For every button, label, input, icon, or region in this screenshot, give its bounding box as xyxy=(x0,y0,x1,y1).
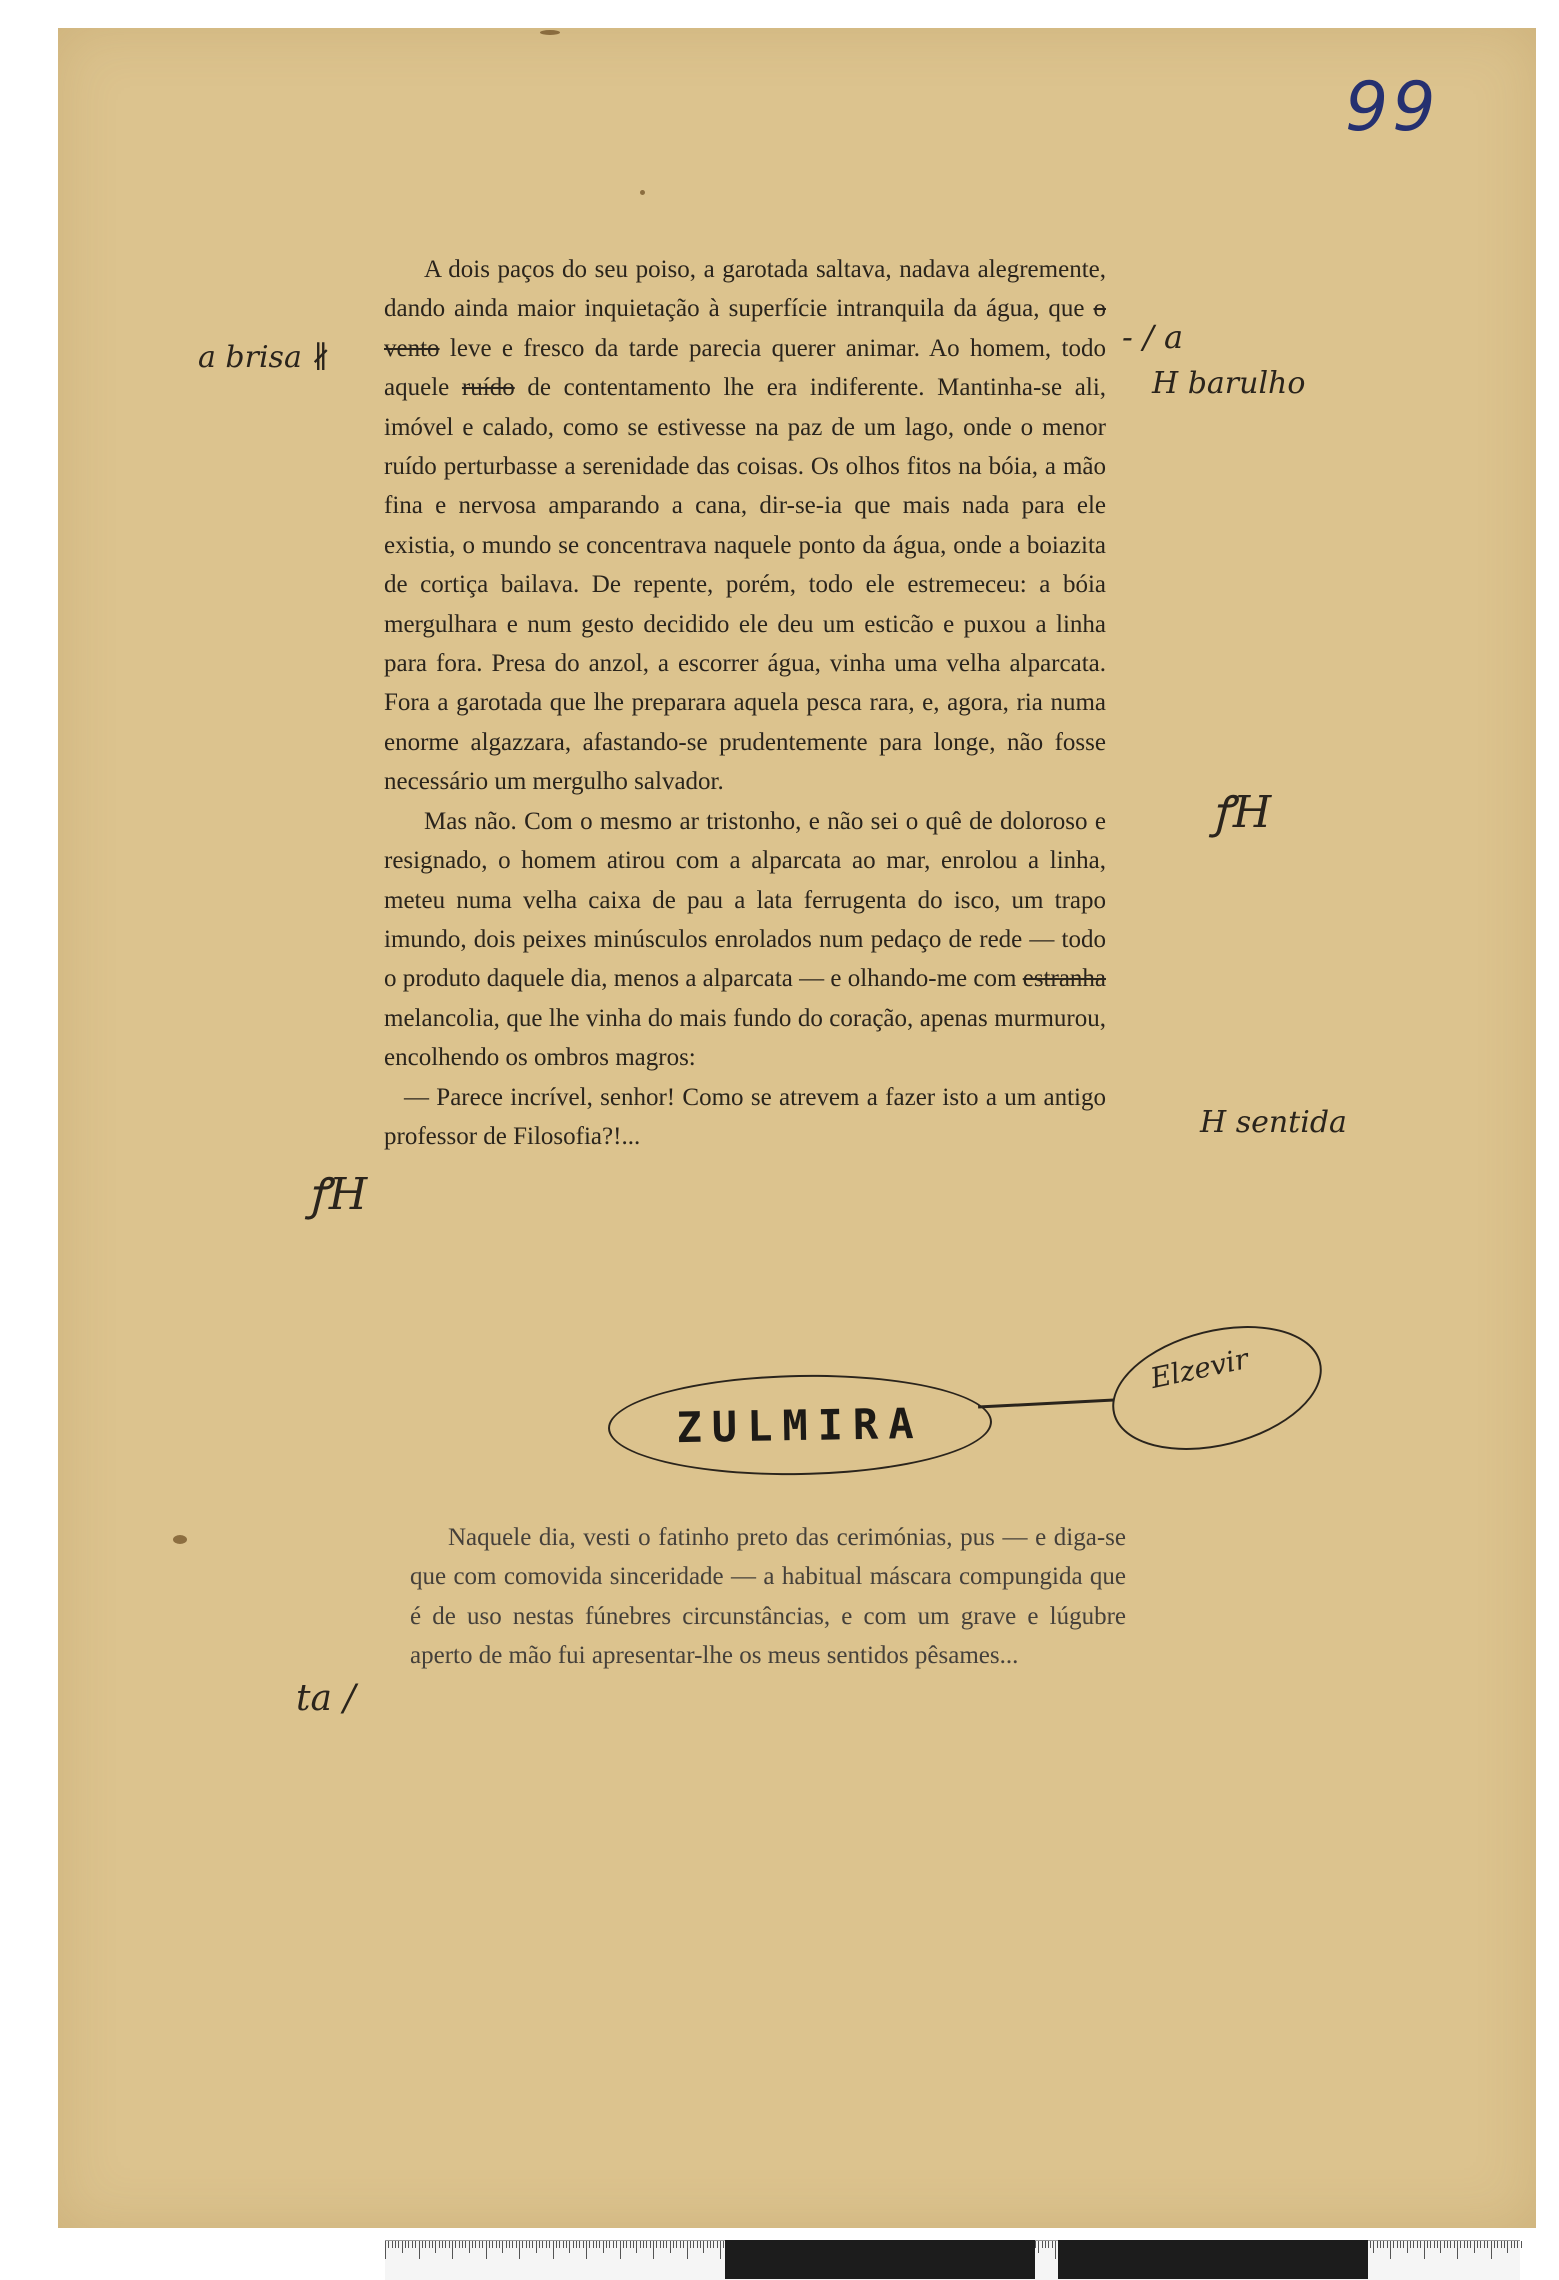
ruler-tick xyxy=(1521,2241,1522,2248)
ruler-tick xyxy=(1457,2241,1458,2259)
ruler-tick xyxy=(419,2241,420,2259)
ruler-tick xyxy=(395,2241,396,2248)
ruler-tick xyxy=(579,2241,580,2248)
ruler-tick xyxy=(566,2241,567,2248)
ruler-tick xyxy=(546,2241,547,2248)
story-text-2 xyxy=(410,1518,1126,1676)
ruler-tick xyxy=(522,2241,523,2248)
ruler-tick xyxy=(506,2241,507,2248)
ruler-tick xyxy=(1487,2241,1488,2248)
ruler-tick xyxy=(1427,2241,1428,2248)
ruler-tick xyxy=(660,2241,661,2248)
ruler-tick xyxy=(697,2241,698,2248)
ruler-tick xyxy=(429,2241,430,2248)
ruler-tick xyxy=(643,2241,644,2248)
ruler-tick xyxy=(1434,2241,1435,2248)
ruler-tick xyxy=(707,2241,708,2248)
ruler-tick xyxy=(717,2241,718,2248)
ruler-tick xyxy=(512,2241,513,2248)
ruler-tick xyxy=(606,2241,607,2248)
ruler-tick xyxy=(586,2241,587,2259)
margin-note: a brisa ∦ xyxy=(198,340,331,375)
ruler-tick xyxy=(422,2241,423,2248)
text-segment: de contentamento lhe era indiferente. Mantinha-se ali, imóvel e calado, como se estivesse na paz de um lago, onde o menor ruído perturbasse a serenidade das coisas. Os olhos fitos na bóia, a mão fina e nervosa amparando a cana, dir-se-ia que mais nada para ele existia, o mundo se concentrava naquele ponto da água, onde a boiazita de cortiça bailava. De repente, porém, todo ele estremeceu: a bóia mergulhara e num gesto decidido ele deu um esticão e puxou a linha para fora. Presa do anzol, a escorrer água, vinha uma velha alparcata. Fora a garotada que lhe preparara aquela pesca rara, e, agora, ria numa enorme algazzara, afastando-se prudentemente para longe, não fosse necessário um mergulho salvador. xyxy=(384,374,1107,796)
ruler-tick xyxy=(1052,2241,1053,2248)
ruler-tick xyxy=(435,2241,436,2253)
ruler-tick xyxy=(636,2241,637,2253)
ruler-tick xyxy=(445,2241,446,2248)
paper-speck xyxy=(173,1535,187,1544)
ruler-tick xyxy=(690,2241,691,2248)
ruler-tick xyxy=(650,2241,651,2248)
ruler-tick xyxy=(465,2241,466,2248)
ruler-tick xyxy=(502,2241,503,2253)
ruler-tick xyxy=(549,2241,550,2248)
ruler-tick xyxy=(626,2241,627,2248)
ruler-tick xyxy=(1420,2241,1421,2248)
story-text xyxy=(384,250,1106,1156)
paper-speck xyxy=(640,190,645,195)
ruler-tick xyxy=(687,2241,688,2259)
ruler-tick xyxy=(432,2241,433,2248)
ruler-tick xyxy=(516,2241,517,2248)
ruler-tick xyxy=(539,2241,540,2248)
ruler-tick xyxy=(385,2241,386,2259)
ruler-tick xyxy=(1397,2241,1398,2248)
ruler-tick xyxy=(1491,2241,1492,2259)
ruler-tick xyxy=(408,2241,409,2248)
margin-note: - / a xyxy=(1122,318,1184,356)
ruler-tick xyxy=(1042,2241,1043,2248)
ruler-tick xyxy=(1504,2241,1505,2248)
ruler-tick xyxy=(455,2241,456,2248)
ruler-tick xyxy=(693,2241,694,2248)
margin-note: ꝭH xyxy=(1212,787,1272,838)
ruler-tick xyxy=(1467,2241,1468,2248)
ruler-tick xyxy=(1370,2241,1371,2248)
ruler-tick xyxy=(599,2241,600,2248)
margin-note: H sentida xyxy=(1200,1105,1347,1140)
font-annotation: Elzevir xyxy=(1147,1342,1252,1395)
ruler-tick xyxy=(1407,2241,1408,2253)
ruler-tick xyxy=(700,2241,701,2248)
ruler-tick xyxy=(710,2241,711,2248)
ruler-tick xyxy=(449,2241,450,2248)
ruler-tick xyxy=(1440,2241,1441,2253)
text-segment: A dois paços do seu poiso, a garotada saltava, nadava alegremente, dando ainda maior inquietação à superfície intranquila da água, que xyxy=(384,256,1106,323)
ruler-tick xyxy=(1410,2241,1411,2248)
ruler-tick xyxy=(666,2241,667,2248)
ruler-tick xyxy=(1383,2241,1384,2248)
ruler-tick xyxy=(1464,2241,1465,2248)
ruler-tick xyxy=(559,2241,560,2248)
ruler-tick xyxy=(1045,2241,1046,2248)
ruler-tick xyxy=(509,2241,510,2248)
ruler-tick xyxy=(1501,2241,1502,2248)
ruler-tick xyxy=(442,2241,443,2248)
ruler-tick xyxy=(1393,2241,1394,2248)
ruler-tick xyxy=(1447,2241,1448,2248)
ruler-tick xyxy=(703,2241,704,2253)
ruler-tick xyxy=(1484,2241,1485,2248)
ruler-tick xyxy=(583,2241,584,2248)
ruler-tick xyxy=(623,2241,624,2248)
ruler-tick xyxy=(462,2241,463,2248)
ruler-tick xyxy=(452,2241,453,2259)
ruler-tick xyxy=(1390,2241,1391,2259)
text-segment: leve e fresco da tarde parecia querer animar. Ao homem, todo aquele xyxy=(384,334,1106,402)
text-segment: melancolia, que lhe vinha do mais fundo do coração, apenas murmurou, encolhendo os ombros magros: xyxy=(384,1004,1106,1072)
margin-note: H barulho xyxy=(1152,366,1306,401)
ruler-tick xyxy=(412,2241,413,2248)
ruler-tick xyxy=(1497,2241,1498,2248)
ruler-tick xyxy=(439,2241,440,2248)
ruler-tick xyxy=(492,2241,493,2248)
ruler-tick xyxy=(603,2241,604,2253)
ruler-tick xyxy=(1377,2241,1378,2248)
ruler-tick xyxy=(486,2241,487,2259)
ruler-tick xyxy=(1373,2241,1374,2253)
ruler-tick xyxy=(536,2241,537,2253)
paragraph xyxy=(384,802,1106,1078)
ruler-tick xyxy=(593,2241,594,2248)
ruler-tick xyxy=(569,2241,570,2253)
ruler-tick xyxy=(425,2241,426,2248)
paragraph xyxy=(384,250,1106,802)
margin-note: ta / xyxy=(296,1678,356,1719)
ruler-tick xyxy=(563,2241,564,2248)
story-title: ZULMIRA xyxy=(676,1398,924,1452)
ruler-tick xyxy=(1417,2241,1418,2248)
ruler-tick xyxy=(1511,2241,1512,2248)
ruler-tick xyxy=(1450,2241,1451,2248)
ruler-tick xyxy=(1444,2241,1445,2248)
ruler-tick xyxy=(1413,2241,1414,2248)
margin-note: ꝭH xyxy=(308,1169,368,1220)
ruler-tick xyxy=(720,2241,721,2259)
ruler-tick xyxy=(472,2241,473,2248)
ruler-tick xyxy=(573,2241,574,2248)
ruler-tick xyxy=(519,2241,520,2259)
ruler-tick xyxy=(398,2241,399,2248)
struck-word: estranha xyxy=(1022,965,1107,993)
ruler-tick xyxy=(415,2241,416,2248)
ruler-tick xyxy=(633,2241,634,2248)
ruler-tick xyxy=(1477,2241,1478,2248)
ruler-tick xyxy=(640,2241,641,2248)
ruler-tick xyxy=(596,2241,597,2248)
ruler-tick xyxy=(542,2241,543,2248)
ruler-tick xyxy=(1055,2241,1056,2259)
ruler-tick xyxy=(392,2241,393,2248)
ruler-tick xyxy=(1038,2241,1039,2253)
ruler-tick xyxy=(663,2241,664,2248)
ruler-tick xyxy=(670,2241,671,2253)
text-segment: Mas não. Com o mesmo ar tristonho, e não sei o quê de doloroso e resignado, o homem atirou com a alparcata ao mar, enrolou a linha, meteu numa velha caixa de pau a lata ferrugenta do isco, um trapo imundo, dois peixes minúsculos enrolados num pedaço de rede — todo o produto daquele dia, menos a alparcata — e olhando-me com xyxy=(384,807,1106,993)
ruler-tick xyxy=(496,2241,497,2248)
color-bar xyxy=(725,2240,1035,2279)
ruler-tick xyxy=(656,2241,657,2248)
ruler-tick xyxy=(1494,2241,1495,2248)
ruler-tick xyxy=(556,2241,557,2248)
ruler-tick xyxy=(1400,2241,1401,2248)
ruler-tick xyxy=(680,2241,681,2248)
ruler-tick xyxy=(475,2241,476,2248)
ruler-tick xyxy=(683,2241,684,2248)
ruler-tick xyxy=(1507,2241,1508,2253)
ruler-tick xyxy=(459,2241,460,2248)
ruler-tick xyxy=(388,2241,389,2248)
struck-word: ruído xyxy=(461,374,515,402)
ruler-tick xyxy=(1460,2241,1461,2248)
paper-speck xyxy=(540,30,560,35)
ruler-tick xyxy=(653,2241,654,2259)
ruler-tick xyxy=(1480,2241,1481,2248)
struck-word: o vento xyxy=(384,295,1106,362)
ruler-tick xyxy=(646,2241,647,2248)
ruler-tick xyxy=(676,2241,677,2248)
paragraph: — Parece incrível, senhor! Como se atrevem a fazer isto a um antigo professor de Filosofia?!... xyxy=(384,1083,1106,1150)
ruler-tick xyxy=(499,2241,500,2248)
ruler-tick xyxy=(1424,2241,1425,2259)
ruler-tick xyxy=(1380,2241,1381,2248)
ruler-tick xyxy=(1048,2241,1049,2248)
ruler-tick xyxy=(1514,2241,1515,2248)
color-bar xyxy=(1058,2240,1368,2279)
ruler-tick xyxy=(1430,2241,1431,2248)
ruler-tick xyxy=(630,2241,631,2248)
ruler-tick xyxy=(713,2241,714,2248)
ruler-tick xyxy=(405,2241,406,2248)
ruler-tick xyxy=(613,2241,614,2248)
ruler-tick xyxy=(616,2241,617,2248)
ruler-tick xyxy=(532,2241,533,2248)
ruler-tick xyxy=(1517,2241,1518,2248)
page-number: 99 xyxy=(1345,68,1440,147)
ruler-tick xyxy=(1474,2241,1475,2253)
ruler-tick xyxy=(469,2241,470,2253)
ruler-tick xyxy=(1454,2241,1455,2248)
ruler-tick xyxy=(1035,2241,1036,2248)
ruler-tick xyxy=(1403,2241,1404,2248)
ruler-tick xyxy=(609,2241,610,2248)
ruler-tick xyxy=(526,2241,527,2248)
ruler-tick xyxy=(673,2241,674,2248)
ruler-tick xyxy=(529,2241,530,2248)
ruler-tick xyxy=(489,2241,490,2248)
ruler-tick xyxy=(589,2241,590,2248)
ruler-tick xyxy=(1470,2241,1471,2248)
ruler-tick xyxy=(482,2241,483,2248)
ruler-tick xyxy=(479,2241,480,2248)
ruler-tick xyxy=(1437,2241,1438,2248)
ruler-tick xyxy=(402,2241,403,2253)
ruler-tick xyxy=(553,2241,554,2259)
paragraph: Naquele dia, vesti o fatinho preto das cerimónias, pus — e diga-se que com comovida sinceridade — a habitual máscara compungida que é de uso nestas fúnebres circunstâncias, e com um grave e lúgubre aperto de mão fui apresentar-lhe os meus sentidos pêsames... xyxy=(410,1524,1126,1670)
ruler-tick xyxy=(620,2241,621,2259)
ruler-tick xyxy=(1387,2241,1388,2248)
ruler-tick xyxy=(576,2241,577,2248)
